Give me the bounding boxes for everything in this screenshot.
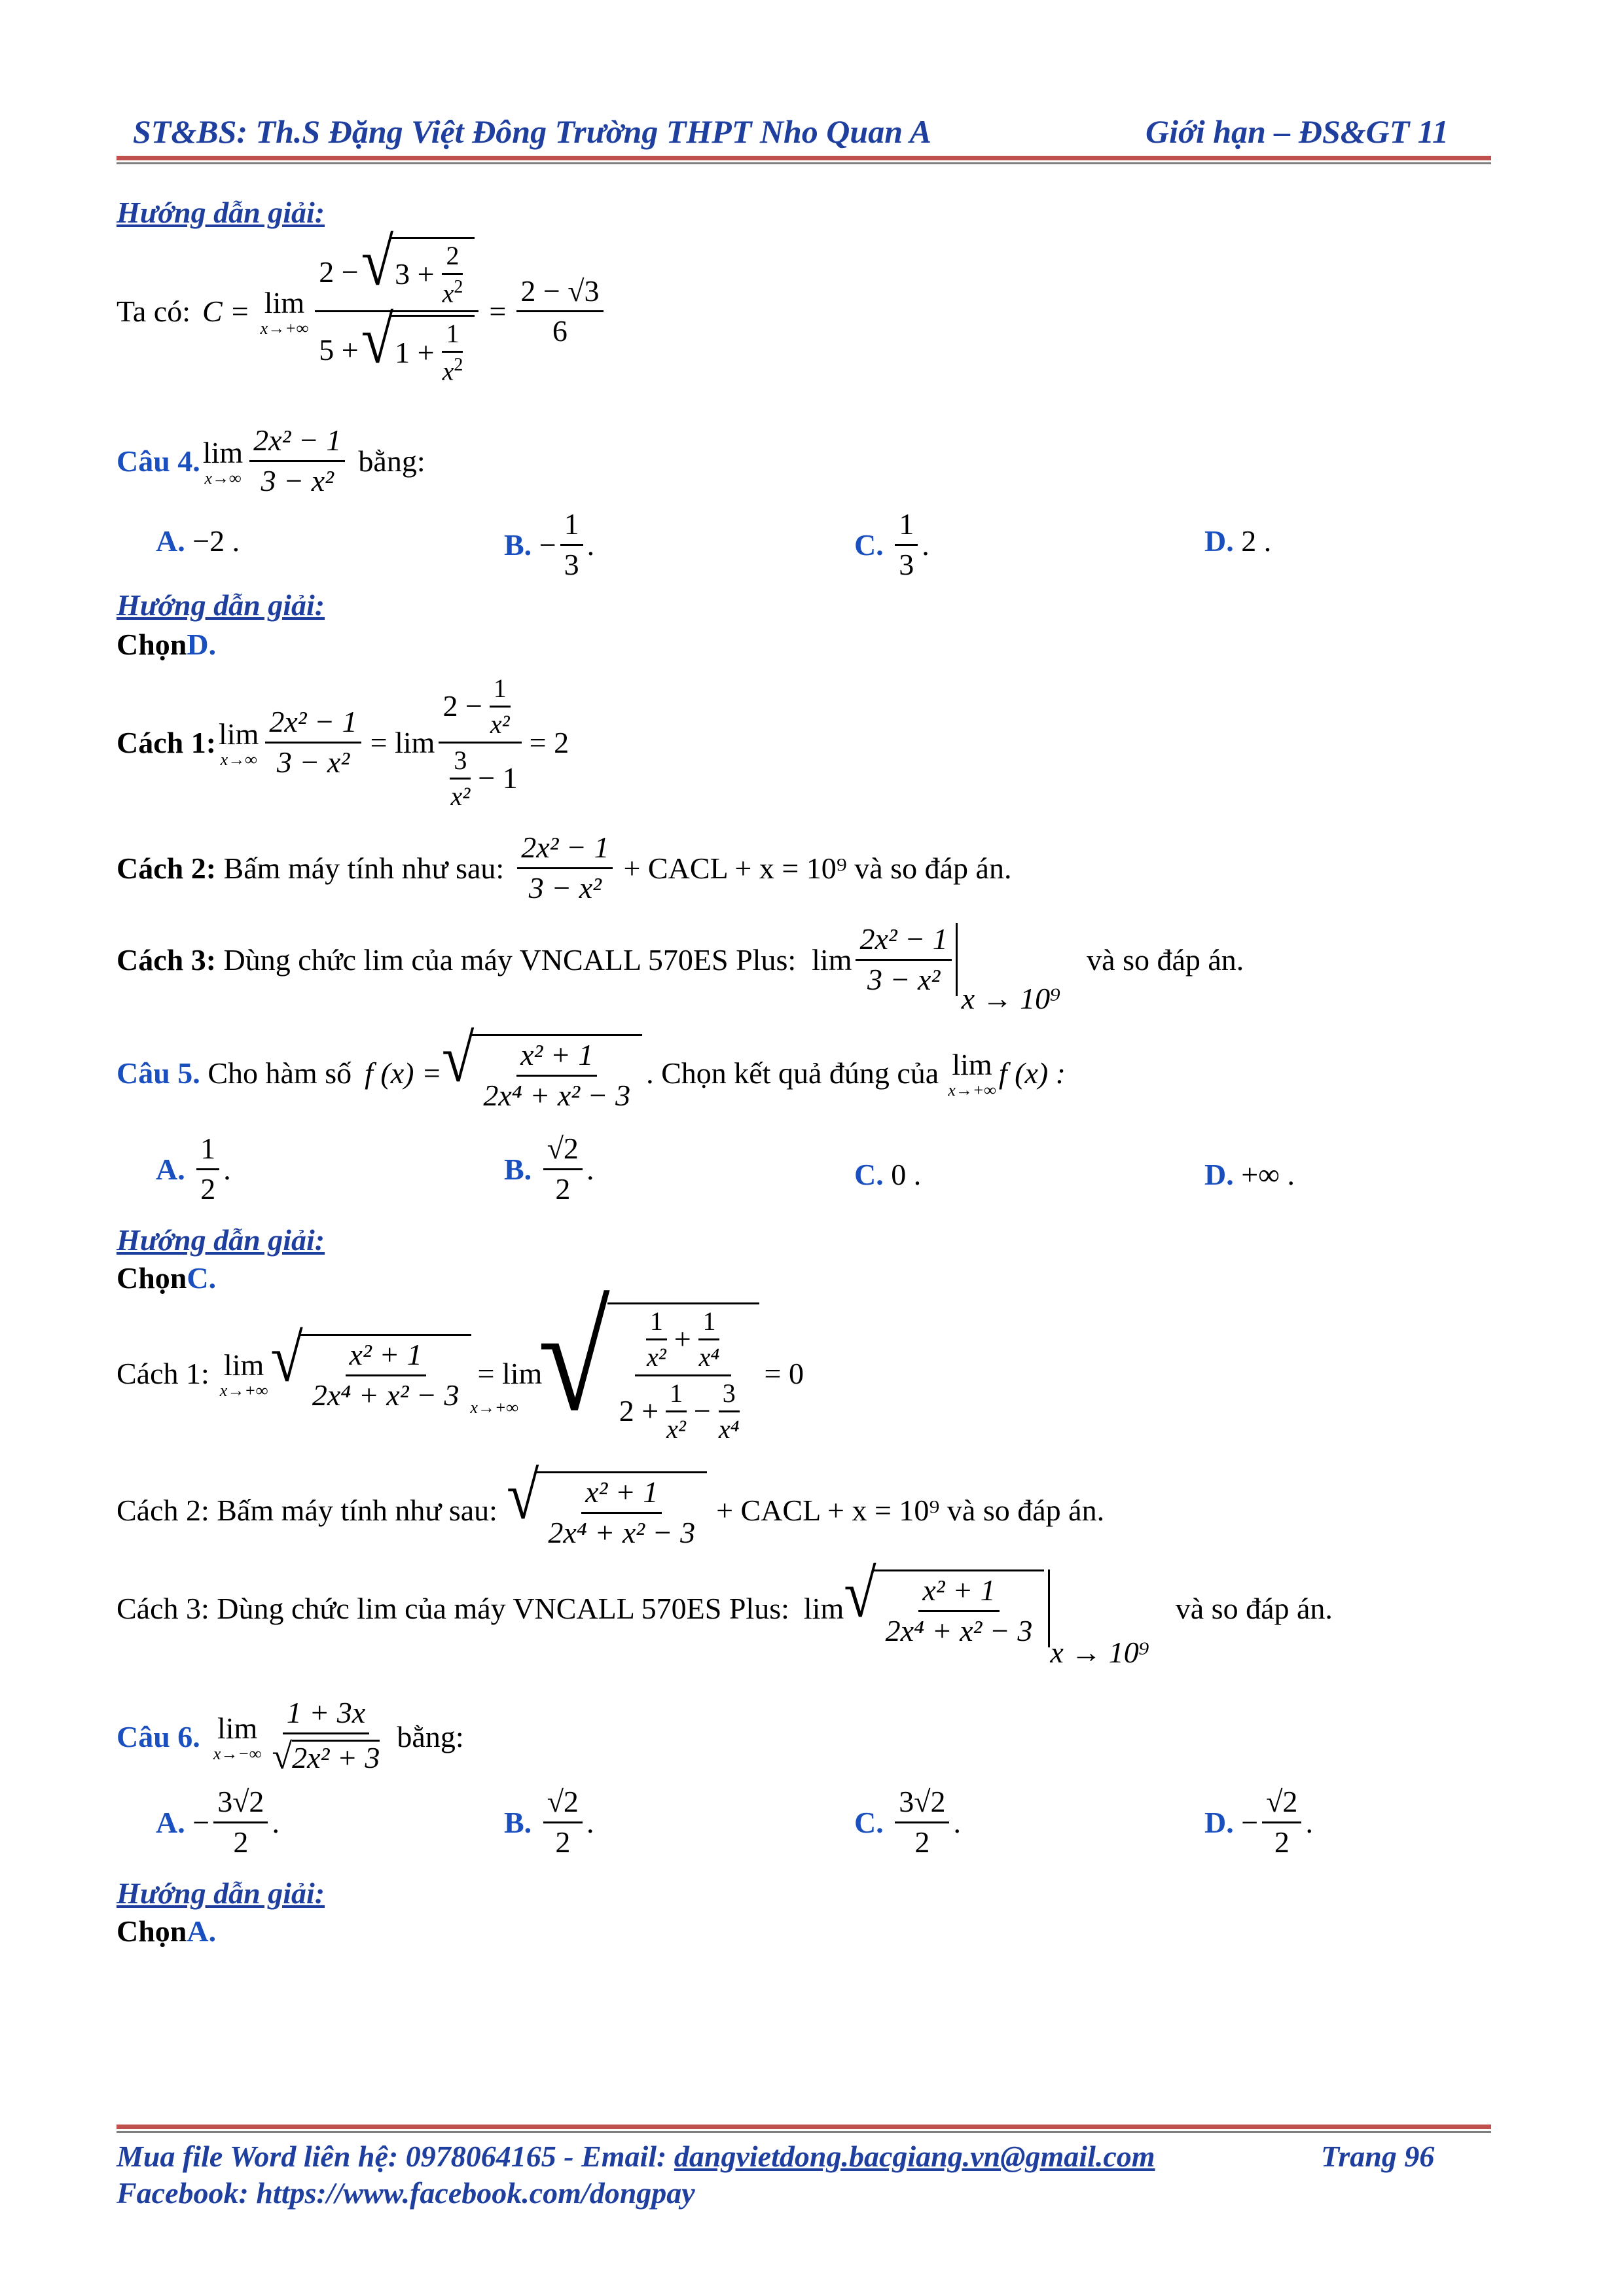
q4-answer: ChọnD.	[117, 628, 217, 661]
header-rule-thin	[117, 162, 1491, 164]
q4-method-2: Cách 2: Bấm máy tính như sau: $\frac{\text{2x² − 1}}{\text{3 − x²}}$ + CACL + x = 10⁹ và so đáp án.	[117, 831, 1012, 905]
q4-option-a[interactable]: A. −2 .	[156, 524, 240, 558]
header-chapter: Giới hạn – ĐS&GT 11	[1146, 113, 1449, 150]
q4-fraction: $\frac{\text{2x² − 1}}{\text{3 − x²}}$	[249, 424, 345, 497]
q5-method-3: Cách 3: Dùng chức lim của máy VNCALL 570ES Plus: lim √ $\frac{\text{x² + 1}}{\text{2x⁴ + x² − 3}}$ x → 10⁹ và so đáp án.	[117, 1556, 1333, 1670]
q4-label: Câu 4.	[117, 444, 200, 478]
intro-c: C	[202, 295, 223, 329]
intro-eq: =	[231, 295, 249, 329]
q5-option-d[interactable]: D. +∞ .	[1204, 1158, 1295, 1191]
q5-option-c[interactable]: C. 0 .	[854, 1158, 922, 1191]
header-title: ST&BS: Th.S Đặng Việt Đông Trường THPT Nho Quan A	[133, 113, 931, 150]
intro-ta-co: Ta có:	[117, 295, 191, 329]
q4-option-b[interactable]: B. − $\frac{1}{3}$ .	[504, 507, 595, 581]
question-4	[117, 424, 425, 497]
q4-lim: lim x→∞	[202, 435, 244, 488]
header-rule	[117, 156, 1491, 160]
footer-contact: Mua file Word liên hệ: 0978064165 - Email: dangvietdong.bacgiang.vn@gmail.com	[117, 2140, 1155, 2173]
intro-result: $\frac{2 - √3}{6}$	[516, 275, 603, 348]
q4-method-1: Cách 1: lim x→∞ $\frac{\text{2x² − 1}}{\text{3 − x²}}$ = lim 2 − $\frac{1}{\text{x²}}$ $\frac{3}{\text{x²}}$ − 1 = 2	[117, 673, 569, 811]
q4-option-d[interactable]: D. 2 .	[1204, 524, 1272, 558]
intro-main-fraction: 2 − √ 3 + $\frac{2}{x^2}$ 5 + √ 1 + $\frac{1}{x^2}$	[315, 237, 478, 386]
intro-formula: Ta có: C = lim x→+∞ 2 − √ 3 + $\frac{2}{x^2}$ 5 + √ 1 + $\frac{1}{x^2}$ = $\frac{2 - √3}{6}$	[117, 237, 607, 386]
q6-answer: ChọnA.	[117, 1914, 217, 1948]
q5-answer: ChọnC.	[117, 1261, 217, 1295]
question-6: Câu 6. lim x→−∞ 1 + 3x √ 2x² + 3 bằng:	[117, 1696, 464, 1777]
q6-option-c[interactable]: C. $\frac{3√2}{2}$ .	[854, 1785, 961, 1859]
q5-option-a[interactable]: A. $\frac{1}{2}$ .	[156, 1132, 231, 1206]
q5-solution-heading: Hướng dẫn giải:	[117, 1223, 325, 1257]
q6-option-d[interactable]: D. − $\frac{√2}{2}$ .	[1204, 1785, 1313, 1859]
footer-rule	[117, 2125, 1491, 2129]
q6-option-a[interactable]: A. − $\frac{3√2}{2}$ .	[156, 1785, 280, 1859]
q6-solution-heading: Hướng dẫn giải:	[117, 1876, 325, 1910]
q6-option-b[interactable]: B. $\frac{√2}{2}$ .	[504, 1785, 594, 1859]
intro-lim: lim x→+∞	[260, 286, 309, 338]
solution-heading: Hướng dẫn giải:	[117, 196, 325, 229]
q4-solution-heading: Hướng dẫn giải:	[117, 588, 325, 622]
q5-option-b[interactable]: B. $\frac{√2}{2}$ .	[504, 1132, 594, 1206]
footer-rule-thin	[117, 2131, 1491, 2133]
footer-facebook-link[interactable]: Facebook: https://www.facebook.com/dongpay	[117, 2176, 695, 2210]
q5-method-2: Cách 2: Bấm máy tính như sau: √ $\frac{\text{x² + 1}}{\text{2x⁴ + x² − 3}}$ + CACL + x = 10⁹ và so đáp án.	[117, 1458, 1105, 1549]
page-number: Trang 96	[1321, 2140, 1435, 2173]
q5-method-1: Cách 1: lim x→+∞ √ $\frac{\text{x² + 1}}{\text{2x⁴ + x² − 3}}$ = lim x→+∞ √ $\frac{1}{\text{x²}}$ + $\frac{1}{\text{x⁴}}$ 2 + $\frac{1}{\text{x²}}$ − $\frac{3}{\text{x⁴}}$ = 0	[117, 1276, 804, 1444]
q4-method-3: Cách 3: Dùng chức lim của máy VNCALL 570ES Plus: lim $\frac{\text{2x² − 1}}{\text{3 − x²}}$ x → 10⁹ và so đáp án.	[117, 922, 1244, 1016]
footer-email-link[interactable]: dangvietdong.bacgiang.vn@gmail.com	[674, 2140, 1155, 2173]
question-5: Câu 5. Cho hàm số f (x) = √ $\frac{\text{x² + 1}}{\text{2x⁴ + x² − 3}}$ . Chọn kết quả đúng của lim x→+∞ f (x) :	[117, 1021, 1066, 1112]
q4-option-c[interactable]: C. $\frac{1}{3}$ .	[854, 507, 929, 581]
q4-tail: bằng:	[358, 444, 425, 478]
